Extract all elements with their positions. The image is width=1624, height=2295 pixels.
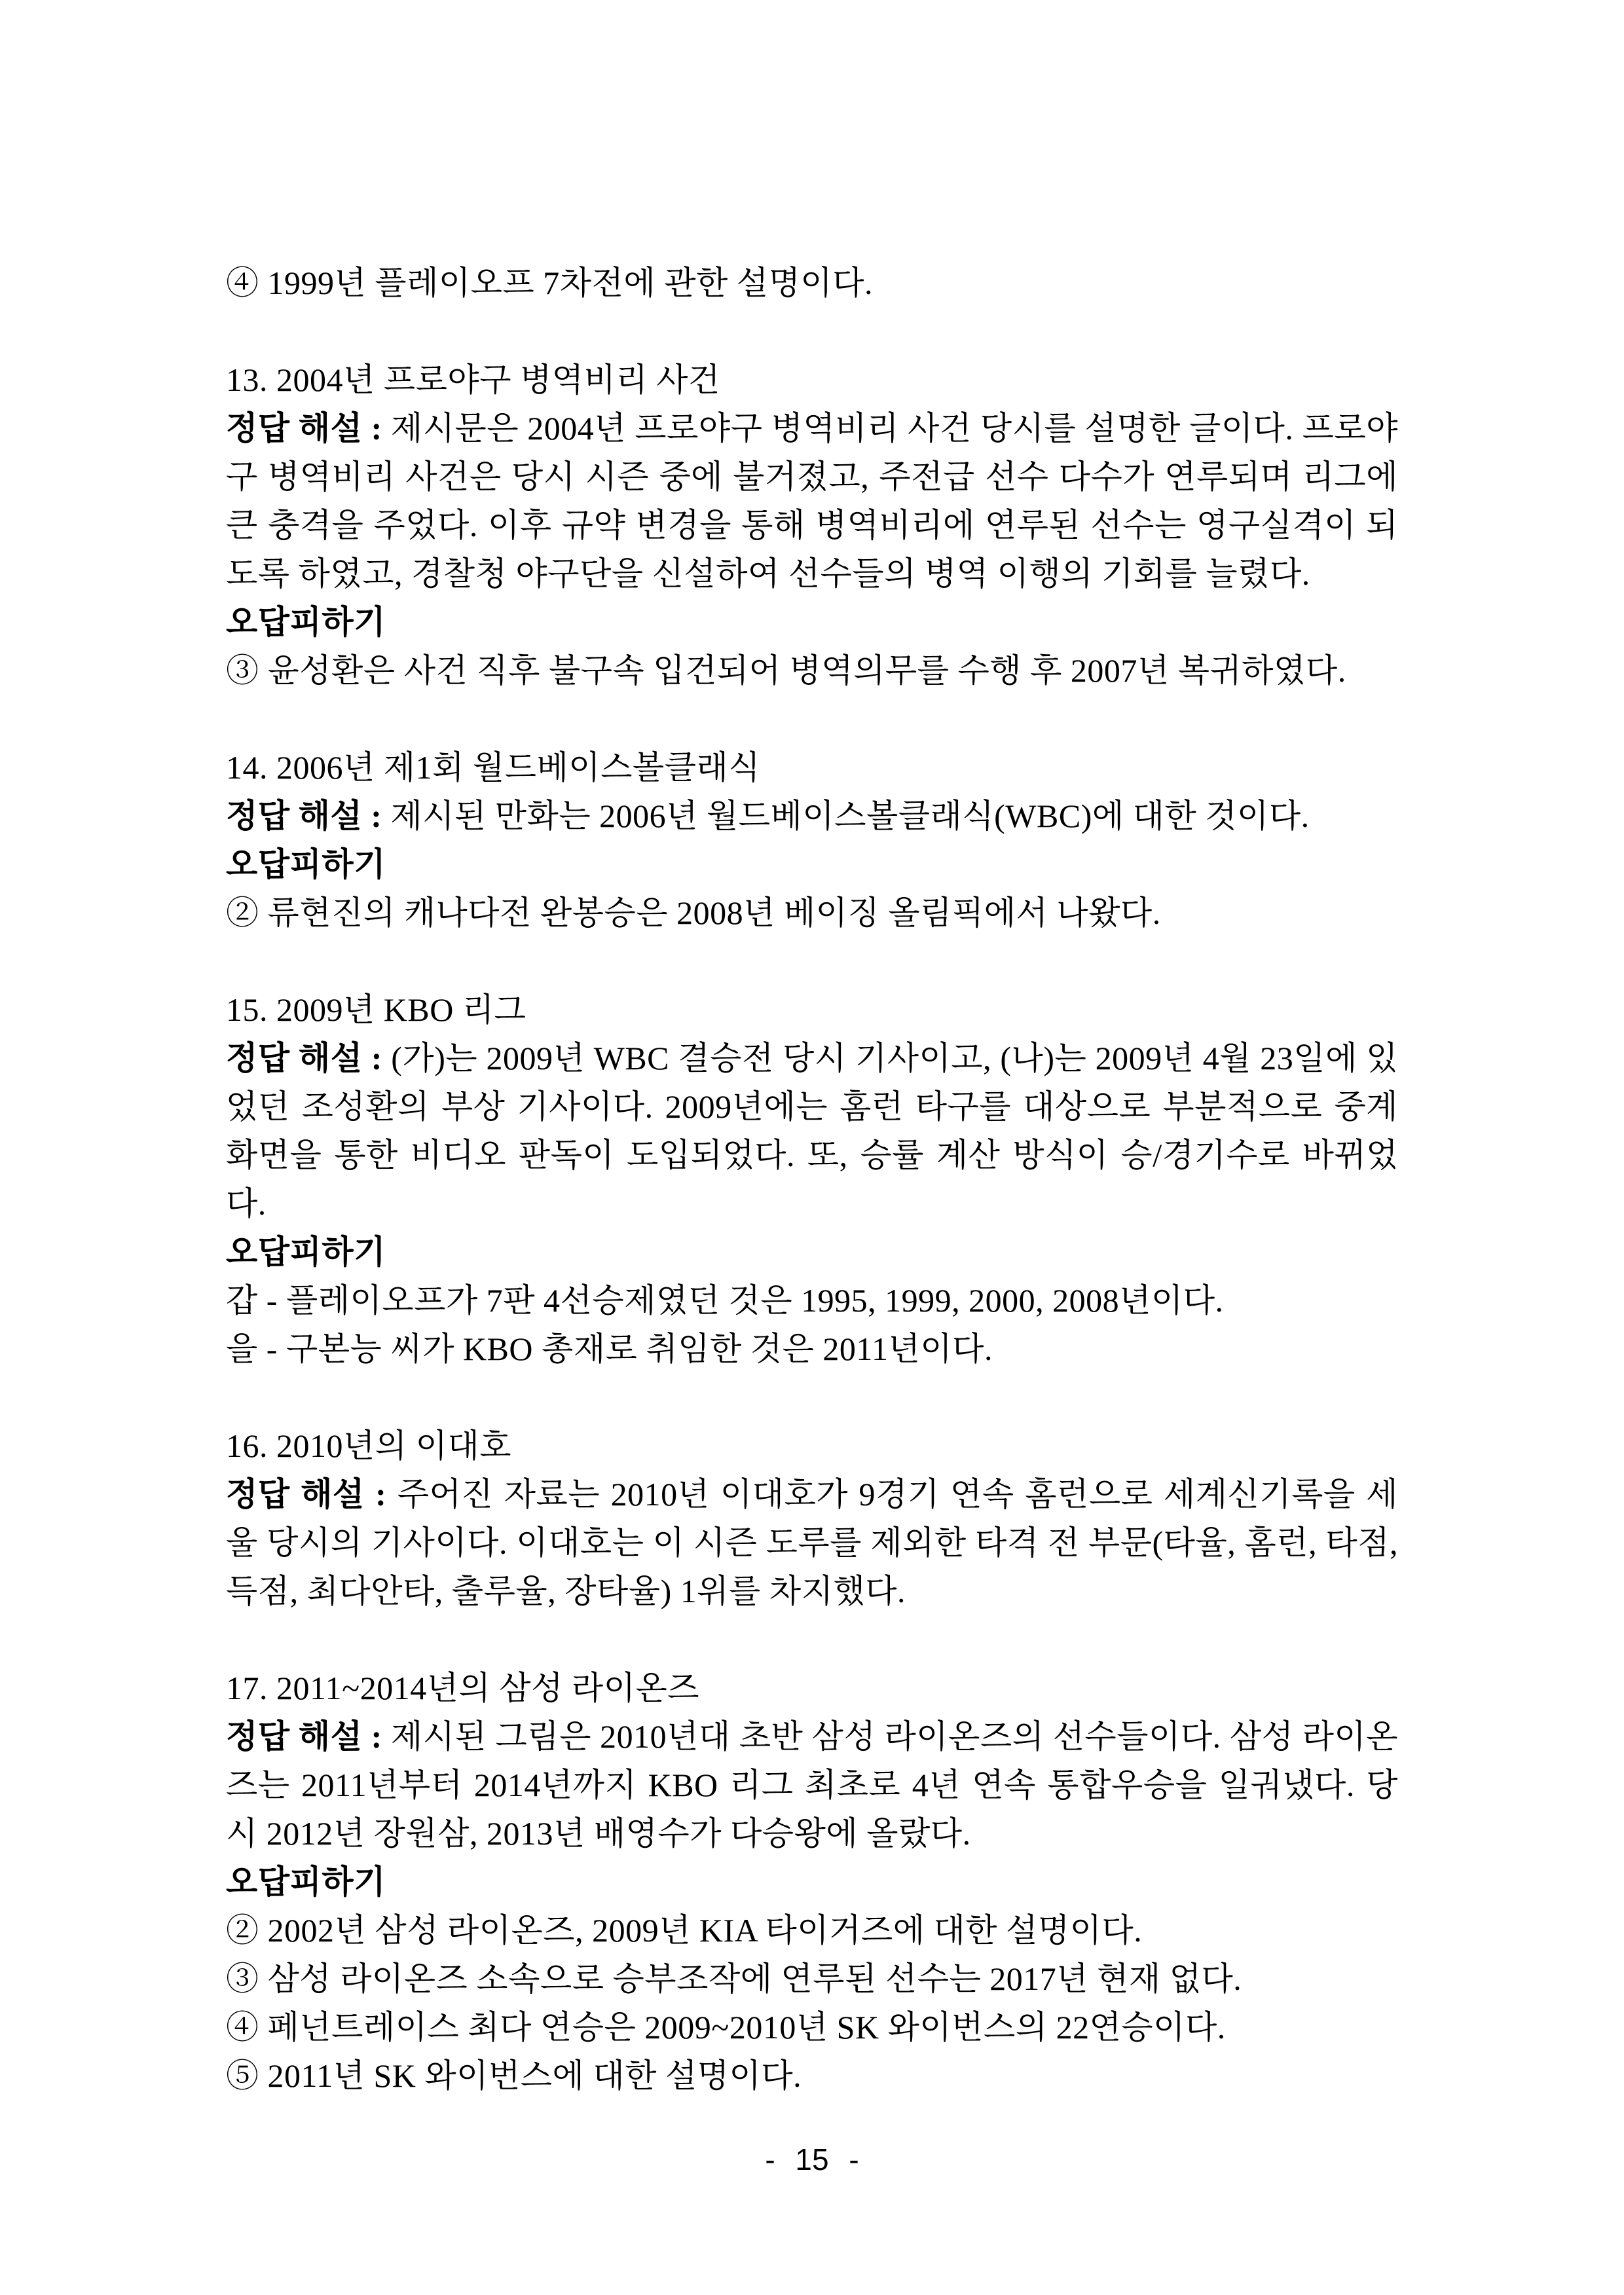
prev-question-answer-note: ④ 1999년 플레이오프 7차전에 관한 설명이다. [226,265,873,301]
section-17-wrong-answer-item: ③ 삼성 라이온즈 소속으로 승부조작에 연루된 선수는 2017년 현재 없다. [226,1960,1242,1997]
section-14-title: 14. 2006년 제1회 월드베이스볼클래식 [226,749,761,786]
section-15-wrong-answer-item: 을 - 구본능 씨가 KBO 총재로 취임한 것은 2011년이다. [226,1331,993,1367]
section-13-title: 13. 2004년 프로야구 병역비리 사건 [226,361,720,398]
section-16-explanation [226,1470,1398,1615]
section-15-explanation [226,1034,1398,1228]
answer-text: 제시문은 2004년 프로야구 병역비리 사건 당시를 설명한 글이다. 프로야구 병역비리 사건은 당시 시즌 중에 불거졌고, 주전급 선수 다수가 연루되며 리그에 큰 충격을 주었다. 이후 규약 변경을 통해 병역비리에 연루된 선수는 영구실격이 되도록 하였고, 경찰청 야구단을 신설하여 선수들의 병역 이행의 기회를 늘렸다. [226,410,1398,592]
section-17 [226,1664,1398,2100]
section-17-wrong-answer-item: ② 2002년 삼성 라이온즈, 2009년 KIA 타이거즈에 대한 설명이다. [226,1912,1143,1949]
page-number: - 15 - [765,2142,859,2176]
section-17-title: 17. 2011~2014년의 삼성 라이온즈 [226,1670,700,1706]
section-14-wrong-answer-heading: 오답피하기 [226,846,386,883]
answer-label: 정답 해설 : [226,1040,382,1076]
section-13-wrong-answer-heading: 오답피하기 [226,604,386,640]
answer-label: 정답 해설 : [226,1476,387,1513]
section-15-wrong-answer-heading: 오답피하기 [226,1234,386,1270]
answer-label: 정답 해설 : [226,410,382,447]
answer-label: 정답 해설 : [226,798,382,834]
section-15-wrong-answer-item: 갑 - 플레이오프가 7판 4선승제였던 것은 1995, 1999, 2000, 2008년이다. [226,1282,1224,1319]
section-17-wrong-answer-item: ④ 페넌트레이스 최다 연승은 2009~2010년 SK 와이번스의 22연승이다. [226,2009,1226,2046]
section-17-wrong-answer-item: ⑤ 2011년 SK 와이번스에 대한 설명이다. [226,2057,802,2094]
answer-label: 정답 해설 : [226,1718,382,1755]
section-13-explanation [226,404,1398,598]
section-17-wrong-answer-heading: 오답피하기 [226,1864,386,1900]
section-13-wrong-answer-item: ③ 윤성환은 사건 직후 불구속 입건되어 병역의무를 수행 후 2007년 복귀하였다. [226,652,1346,689]
answer-text: 제시된 그림은 2010년대 초반 삼성 라이온즈의 선수들이다. 삼성 라이온즈는 2011년부터 2014년까지 KBO 리그 최초로 4년 연속 통합우승을 일궈냈다. 당시 2012년 장원삼, 2013년 배영수가 다승왕에 올랐다. [226,1718,1398,1852]
answer-text: (가)는 2009년 WBC 결승전 당시 기사이고, (나)는 2009년 4월 23일에 있었던 조성환의 부상 기사이다. 2009년에는 홈런 타구를 대상으로 부분적으로 중계 화면을 통한 비디오 판독이 도입되었다. 또, 승률 계산 방식이 승/경기수로 바뀌었다. [226,1040,1399,1222]
section-15-title: 15. 2009년 KBO 리그 [226,991,526,1028]
answer-text: 제시된 만화는 2006년 월드베이스볼클래식(WBC)에 대한 것이다. [390,798,1310,834]
section-13 [226,356,1398,695]
section-14-explanation [226,792,1398,840]
section-17-explanation [226,1712,1398,1858]
page-content [226,259,1398,2100]
section-16 [226,1422,1398,1615]
section-14-wrong-answer-item: ② 류현진의 캐나다전 완봉승은 2008년 베이징 올림픽에서 나왔다. [226,894,1161,931]
section-16-title: 16. 2010년의 이대호 [226,1427,511,1464]
section-14 [226,743,1398,937]
answer-text: 주어진 자료는 2010년 이대호가 9경기 연속 홈런으로 세계신기록을 세울 당시의 기사이다. 이대호는 이 시즌 도루를 제외한 타격 전 부문(타율, 홈런, 타점, 득점, 최다안타, 출루율, 장타율) 1위를 차지했다. [226,1476,1398,1609]
section-15 [226,985,1398,1373]
